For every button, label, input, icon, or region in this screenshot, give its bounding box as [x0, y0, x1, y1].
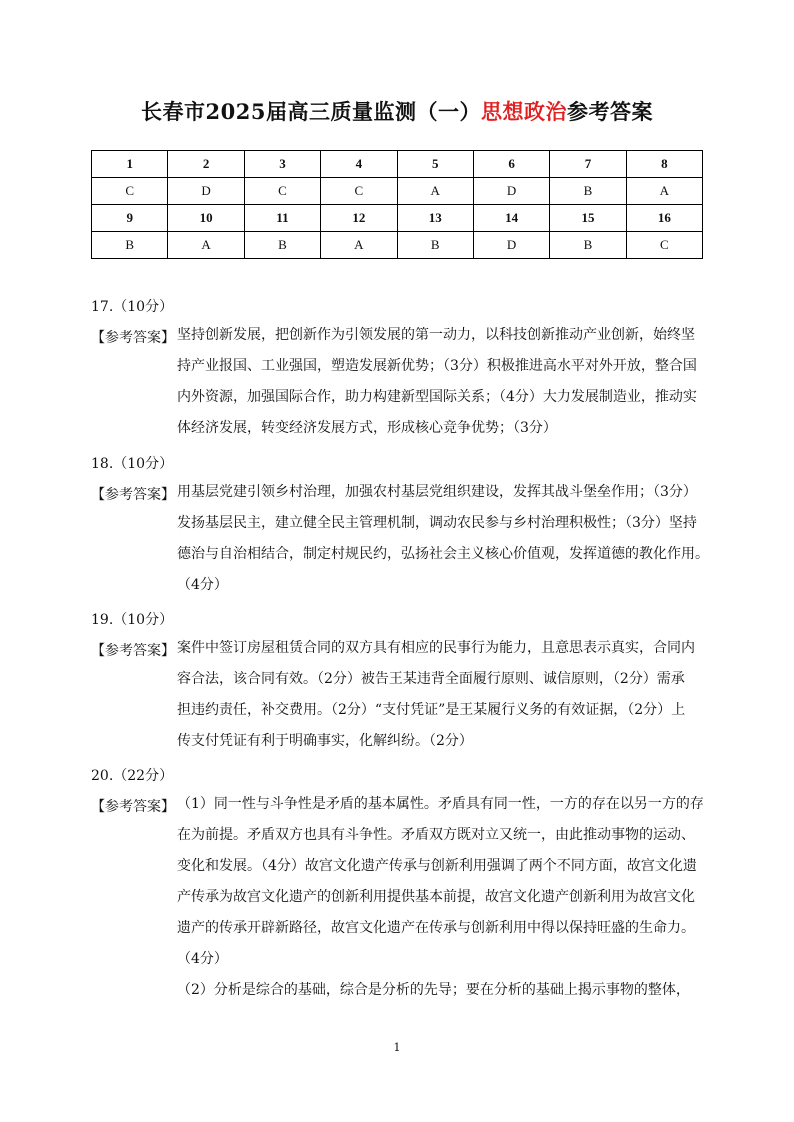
answer-cell: B — [550, 232, 626, 259]
answer-cell: D — [473, 232, 549, 259]
question-number: 11 — [244, 205, 320, 232]
answer-cell: B — [397, 232, 473, 259]
answer-cell: A — [321, 232, 397, 259]
title-prefix: 长春市2025届高三质量监测（一） — [141, 99, 481, 124]
question-number: 15 — [550, 205, 626, 232]
question-number: 9 — [92, 205, 168, 232]
answer-line: 德治与自治相结合，制定村规民约，弘扬社会主义核心价值观，发挥道德的教化作用。 — [177, 546, 709, 562]
q18-answer-label: 【参考答案】 — [91, 487, 175, 503]
q20-heading: 20.（22分） — [91, 768, 174, 784]
answer-line: 案件中签订房屋租赁合同的双方具有相应的民事行为能力，且意思表示真实，合同内 — [177, 640, 695, 656]
answer-line: 坚持创新发展，把创新作为引领发展的第一动力，以科技创新推动产业创新，始终坚 — [177, 327, 695, 343]
answer-row — [92, 232, 703, 259]
q20-answer-body — [177, 789, 703, 1006]
title-suffix: 参考答案 — [566, 99, 653, 124]
answer-line: （4分） — [177, 951, 228, 967]
answer-line: （2）分析是综合的基础，综合是分析的先导；要在分析的基础上揭示事物的整体， — [177, 982, 690, 998]
answer-cell: A — [397, 178, 473, 205]
question-number-row — [92, 151, 703, 178]
question-number: 3 — [244, 151, 320, 178]
answer-cell: D — [473, 178, 549, 205]
answer-line: （1）同一性与斗争性是矛盾的基本属性。矛盾具有同一性，一方的存在以另一方的存 — [177, 796, 704, 812]
answer-cell: B — [244, 232, 320, 259]
question-number: 13 — [397, 205, 473, 232]
question-number: 14 — [473, 205, 549, 232]
answer-row — [92, 178, 703, 205]
answer-cell: A — [626, 178, 702, 205]
title-subject: 思想政治 — [480, 99, 567, 124]
answer-line: 容合法，该合同有效。（2分）被告王某违背全面履行原则、诚信原则，（2分）需承 — [177, 671, 685, 687]
question-number: 1 — [92, 151, 168, 178]
page-title — [0, 96, 794, 126]
answer-cell: B — [92, 232, 168, 259]
q19-heading: 19.（10分） — [91, 612, 174, 628]
question-number: 4 — [321, 151, 397, 178]
q18-heading: 18.（10分） — [91, 456, 174, 472]
page-number: 1 — [393, 1041, 401, 1054]
q19-answer-body — [177, 633, 703, 757]
answer-line: 用基层党建引领乡村治理，加强农村基层党组织建设，发挥其战斗堡垒作用；（3分） — [177, 484, 697, 500]
question-number: 7 — [550, 151, 626, 178]
q17-answer-label: 【参考答案】 — [91, 330, 175, 346]
answer-line: 传支付凭证有利于明确事实，化解纠纷。（2分） — [177, 733, 473, 749]
q17-answer-body — [177, 320, 703, 444]
question-number-row — [92, 205, 703, 232]
q18-answer-body — [177, 477, 709, 601]
question-number: 10 — [168, 205, 244, 232]
answer-cell: C — [92, 178, 168, 205]
answer-line: （4分） — [177, 577, 228, 593]
q17-heading: 17.（10分） — [91, 299, 174, 315]
answer-cell: B — [550, 178, 626, 205]
answer-line: 产传承为故宫文化遗产的创新利用提供基本前提，故宫文化遗产创新利用为故宫文化 — [177, 889, 695, 905]
q19-answer-label: 【参考答案】 — [91, 643, 175, 659]
answer-cell: D — [168, 178, 244, 205]
answer-line: 担违约责任，补交费用。（2分）“支付凭证”是王某履行义务的有效证据，（2分）上 — [177, 702, 686, 718]
answer-line: 在为前提。矛盾双方也具有斗争性。矛盾双方既对立又统一，由此推动事物的运动、 — [177, 827, 695, 843]
q20-answer-label: 【参考答案】 — [91, 799, 175, 815]
answer-cell: C — [321, 178, 397, 205]
answer-line: 体经济发展，转变经济发展方式，形成核心竞争优势；（3分） — [177, 420, 557, 436]
answer-line: 发扬基层民主，建立健全民主管理机制，调动农民参与乡村治理积极性；（3分）坚持 — [177, 515, 697, 531]
question-number: 16 — [626, 205, 702, 232]
question-number: 5 — [397, 151, 473, 178]
answer-line: 持产业报国、工业强国，塑造发展新优势；（3分）积极推进高水平对外开放，整合国 — [177, 358, 697, 374]
question-number: 12 — [321, 205, 397, 232]
answer-cell: C — [244, 178, 320, 205]
question-number: 2 — [168, 151, 244, 178]
question-number: 8 — [626, 151, 702, 178]
answer-line: 内外资源，加强国际合作，助力构建新型国际关系；（4分）大力发展制造业，推动实 — [177, 389, 697, 405]
choice-answer-table — [91, 150, 703, 259]
answer-cell: A — [168, 232, 244, 259]
answer-line: 遗产的传承开辟新路径，故宫文化遗产在传承与创新利用中得以保持旺盛的生命力。 — [177, 920, 695, 936]
answer-line: 变化和发展。（4分）故宫文化遗产传承与创新利用强调了两个不同方面，故宫文化遗 — [177, 858, 697, 874]
answer-cell: C — [626, 232, 702, 259]
question-number: 6 — [473, 151, 549, 178]
